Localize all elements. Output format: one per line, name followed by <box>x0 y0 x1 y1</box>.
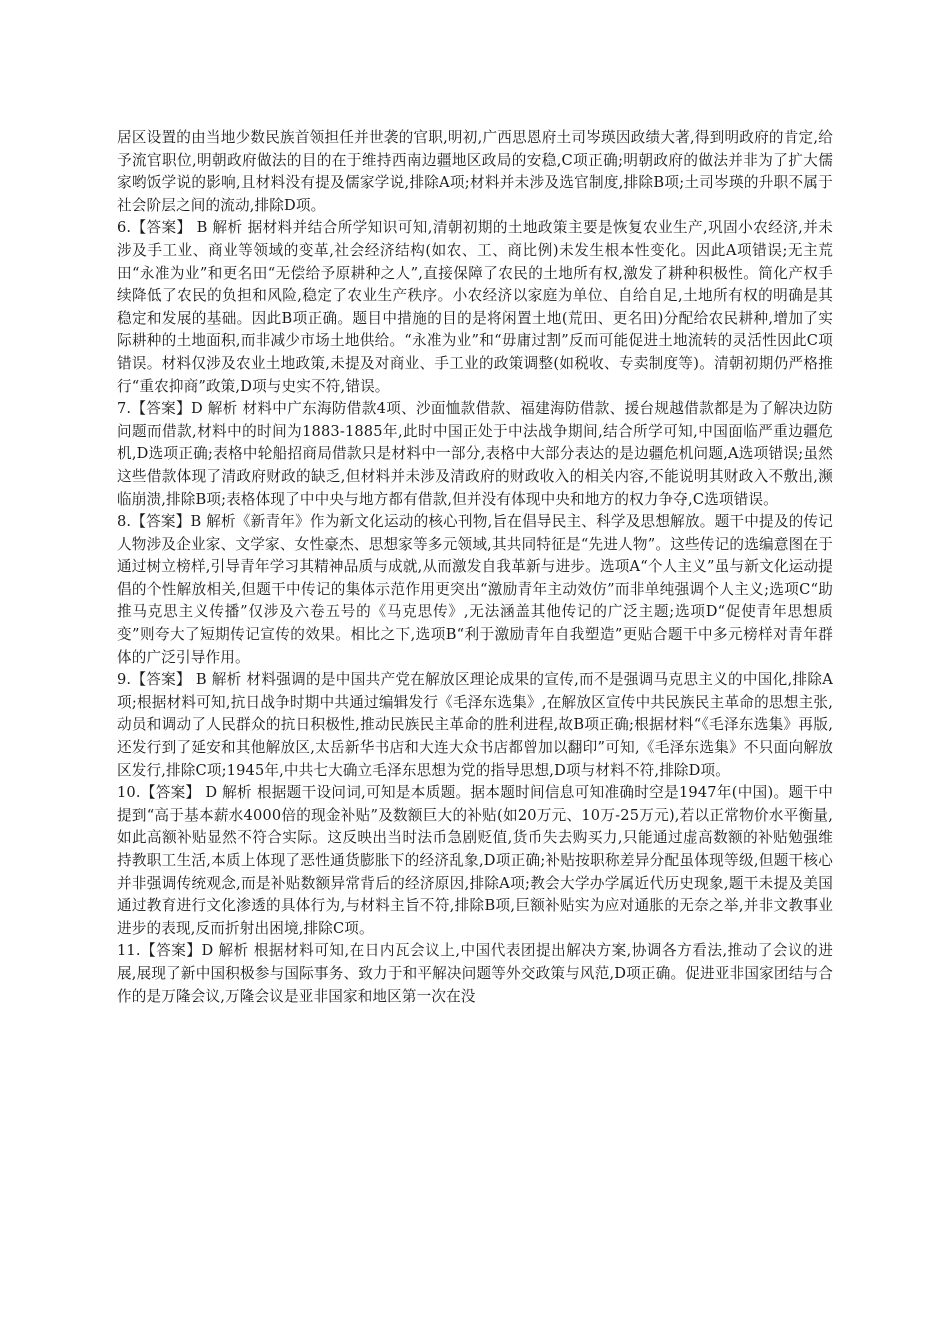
answer-analysis-page <box>117 127 833 1008</box>
paragraph-q10: 10.【答案】 D 解析 根据题干设问词,可知是本质题。据本题时间信息可知准确时空是1947年(中国)。题干中提到“高于基本薪水4000倍的现金补贴”及数额巨大的补贴(如20万元、10万-25万元),若以正常物价水平衡量,如此高额补贴显然不符合实际。这反映出当时法币急剧贬值,货币失去购买力,只能通过虚高数额的补贴勉强维持教职工生活,本质上体现了恶性通货膨胀下的经济乱象,D项正确;补贴按职称差异分配虽体现等级,但题干核心并非强调传统观念,而是补贴数额异常背后的经济原因,排除A项;教会大学办学属近代历史现象,题干未提及美国通过教育进行文化渗透的具体行为,与材料主旨不符,排除B项,巨额补贴实为应对通胀的无奈之举,并非文教事业进步的表现,反而折射出困境,排除C项。 <box>117 784 833 937</box>
paragraph-q11: 11.【答案】D 解析 根据材料可知,在日内瓦会议上,中国代表团提出解决方案,协调各方看法,推动了会议的进展,展现了新中国积极参与国际事务、致力于和平解决问题等外交政策与风范,D项正确。促进亚非国家团结与合作的是万隆会议,万隆会议是亚非国家和地区第一次在没 <box>117 942 833 1005</box>
paragraph-q8: 8.【答案】B 解析《新青年》作为新文化运动的核心刊物,旨在倡导民主、科学及思想解放。题干中提及的传记人物涉及企业家、文学家、女性豪杰、思想家等多元领域,其共同特征是“先进人物”。这些传记的选编意图在于通过树立榜样,引导青年学习其精神品质与成就,从而激发自我革新与进步。选项A“个人主义”虽与新文化运动提倡的个性解放相关,但题干中传记的集体示范作用更突出“激励青年主动效仿”而非单纯强调个人主义;选项C“助推马克思主义传播”仅涉及六卷五号的《马克思传》,无法涵盖其他传记的广泛主题;选项D“促使青年思想质变”则夸大了短期传记宣传的效果。相比之下,选项B“利于激励青年自我塑造”更贴合题干中多元榜样对青年群体的广泛引导作用。 <box>117 513 833 666</box>
paragraph-q7: 7.【答案】D 解析 材料中广东海防借款4项、沙面恤款借款、福建海防借款、援台规越借款都是为了解决边防问题而借款,材料中的时间为1883-1885年,此时中国正处于中法战争期间,结合所学可知,中国面临严重边疆危机,D选项正确;表格中轮船招商局借款只是材料中一部分,表格中大部分表达的是边疆危机问题,A选项错误;虽然这些借款体现了清政府财政的缺乏,但材料并未涉及清政府的财政收入的相关内容,不能说明其财政入不敷出,濒临崩溃,排除B项;表格体现了中中央与地方都有借款,但并没有体现中央和地方的权力争夺,C选项错误。 <box>117 400 833 508</box>
paragraph-q6: 6.【答案】 B 解析 据材料并结合所学知识可知,清朝初期的土地政策主要是恢复农业生产,巩固小农经济,并未涉及手工业、商业等领域的变革,社会经济结构(如农、工、商比例)未发生根本性变化。因此A项错误;无主荒田“永准为业”和更名田“无偿给予原耕种之人”,直接保障了农民的土地所有权,激发了耕种积极性。简化产权手续降低了农民的负担和风险,稳定了农业生产秩序。小农经济以家庭为单位、自给自足,土地所有权的明确是其稳定和发展的基础。因此B项正确。题目中措施的目的是将闲置土地(荒田、更名田)分配给农民耕种,增加了实际耕种的土地面积,而非减少市场土地供给。“永准为业”和“毋庸过割”反而可能促进土地流转的灵活性因此C项错误。材料仅涉及农业土地政策,未提及对商业、手工业的政策调整(如税收、专卖制度等)。清朝初期仍严格推行“重农抑商”政策,D项与史实不符,错误。 <box>117 219 833 395</box>
paragraph-q9: 9.【答案】 B 解析 材料强调的是中国共产党在解放区理论成果的宣传,而不是强调马克思主义的中国化,排除A项;根据材料可知,抗日战争时期中共通过编辑发行《毛泽东选集》,在解放区宣传中共民族民主革命的思想主张,动员和调动了人民群众的抗日积极性,推动民族民主革命的胜利进程,故B项正确;根据材料“《毛泽东选集》再版,还发行到了延安和其他解放区,太岳新华书店和大连大众书店都曾加以翻印”可知,《毛泽东选集》不只面向解放区发行,排除C项;1945年,中共七大确立毛泽东思想为党的指导思想,D项与材料不符,排除D项。 <box>117 671 833 779</box>
paragraph-q5-continued: 居区设置的由当地少数民族首领担任并世袭的官职,明初,广西思恩府土司岑瑛因政绩大著,得到明政府的肯定,给予流官职位,明朝政府做法的目的在于维持西南边疆地区政局的安稳,C项正确;明朝政府的做法并非为了扩大儒家哟饭学说的影响,且材料没有提及儒家学说,排除A项;材料并未涉及选官制度,排除B项;土司岑瑛的升职不属于社会阶层之间的流动,排除D项。 <box>117 129 833 214</box>
